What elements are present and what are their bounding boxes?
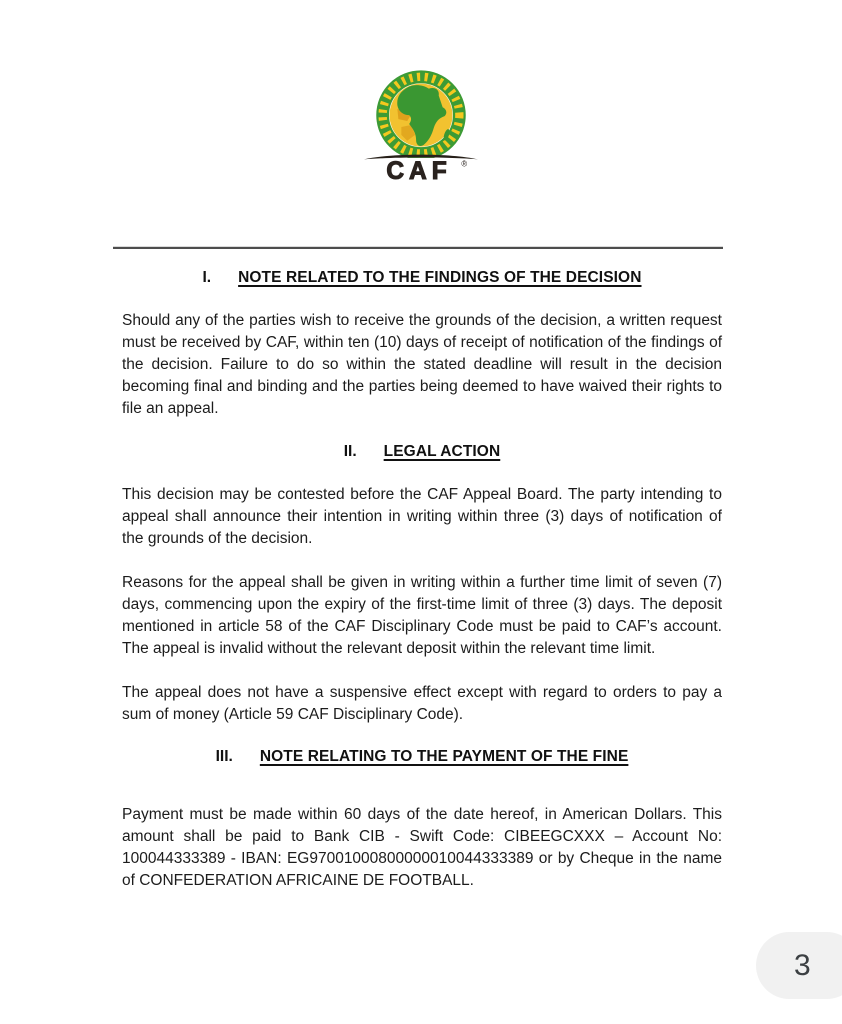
caf-logo — [0, 0, 842, 184]
page-number-indicator — [756, 932, 842, 999]
section-title: NOTE RELATING TO THE PAYMENT OF THE FINE — [259, 748, 629, 765]
section-heading-2 — [122, 441, 722, 463]
divider-line — [113, 247, 723, 249]
section-heading-1 — [122, 267, 722, 289]
section-numeral: I. — [202, 269, 212, 286]
section-numeral: II. — [343, 443, 357, 460]
caf-logo-icon — [362, 64, 480, 184]
document-body — [122, 267, 722, 892]
paragraph: Reasons for the appeal shall be given in writing within a further time limit of seven (7) days, commencing upon the expiry of the first-time limit of three (3) days. The deposit mentioned in article 58 of the CAF Disciplinary Code must be paid to CAF’s account. The appeal is invalid without the relevant deposit within the relevant time limit. — [122, 574, 722, 657]
paragraph: Payment must be made within 60 days of the date hereof, in American Dollars. This amount shall be paid to Bank CIB - Swift Code: CIBEEGCXXX – Account No: 100044333389 - IBAN: EG97001000800000010044333389 or by Cheque in the name of CONFEDERATION AFRICAINE DE FOOTBALL. — [122, 806, 722, 889]
logo-wordmark: CAF — [386, 158, 452, 184]
paragraph: The appeal does not have a suspensive effect except with regard to orders to pay a sum of money (Article 59 CAF Disciplinary Code). — [122, 684, 722, 723]
section-numeral: III. — [215, 748, 233, 765]
section-title: NOTE RELATED TO THE FINDINGS OF THE DECISION — [238, 269, 642, 286]
paragraph: Should any of the parties wish to receive the grounds of the decision, a written request must be received by CAF, within ten (10) days of receipt of notification of the findings of the decision. Failure to do so within the stated deadline will result in the decision becoming final and binding and the parties being deemed to have waived their rights to file an appeal. — [122, 312, 722, 417]
registered-mark: ® — [461, 159, 468, 169]
page-number: 3 — [794, 948, 811, 982]
paragraph: This decision may be contested before the CAF Appeal Board. The party intending to appeal shall announce their intention in writing within three (3) days of notification of the grounds of the decision. — [122, 486, 722, 547]
section-title: LEGAL ACTION — [383, 443, 501, 460]
section-heading-3 — [122, 746, 722, 768]
